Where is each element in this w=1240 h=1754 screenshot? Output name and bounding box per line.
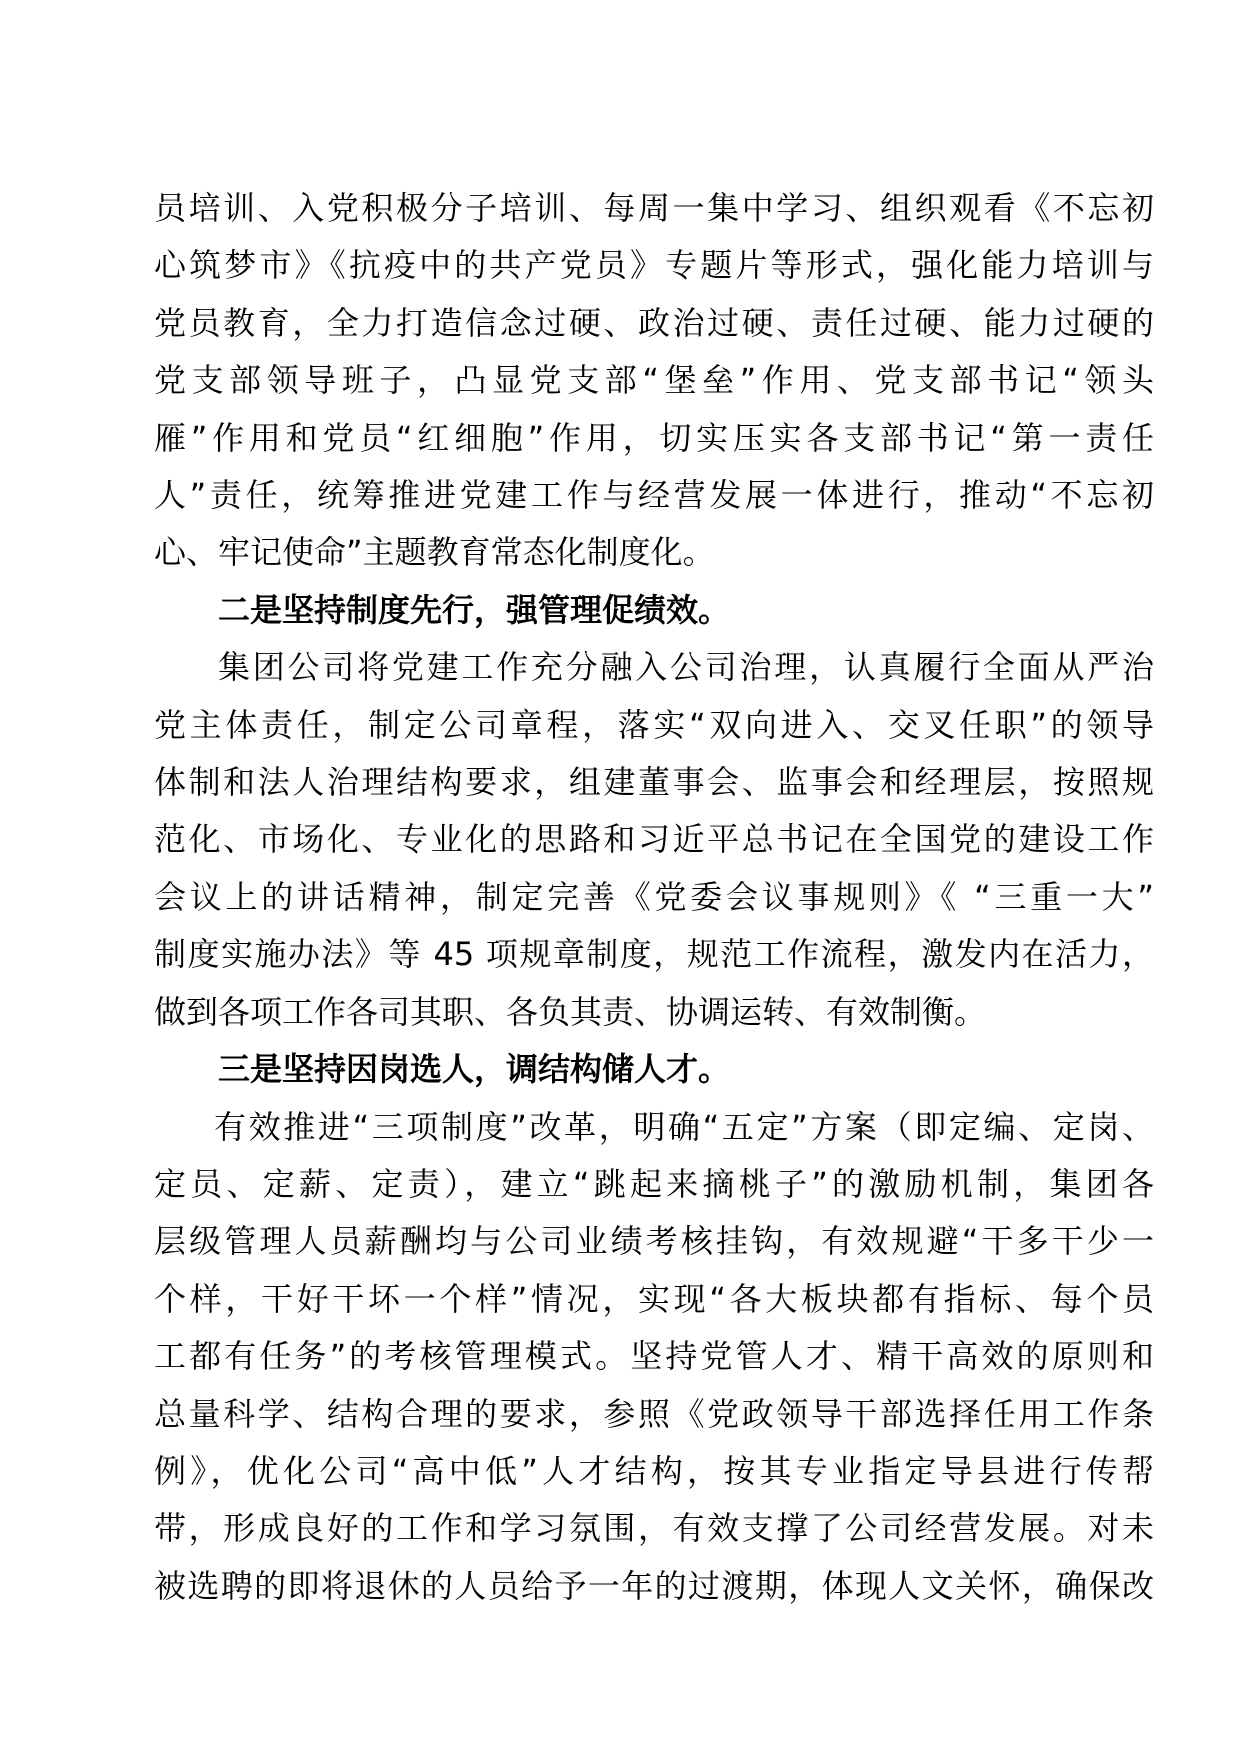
text-line: 做到各项工作各司其职、各负其责、协调运转、有效制衡。 bbox=[154, 992, 987, 1031]
text-line: 范化、市场化、专业化的思路和习近平总书记在全国党的建设工作 bbox=[154, 820, 1154, 859]
document-body bbox=[154, 180, 1154, 1615]
text-line: 定员、定薪、定责），建立“跳起来摘桃子”的激励机制，集团各 bbox=[154, 1164, 1154, 1203]
text-line: 总量科学、结构合理的要求，参照《党政领导干部选择任用工作条 bbox=[154, 1394, 1154, 1433]
text-line: 心、牢记使命”主题教育常态化制度化。 bbox=[154, 533, 715, 572]
text-line: 个样，干好干坏一个样”情况，实现“各大板块都有指标、每个员 bbox=[154, 1279, 1154, 1318]
text-line: 带，形成良好的工作和学习氛围，有效支撑了公司经营发展。对未 bbox=[154, 1509, 1154, 1548]
text-line: 层级管理人员薪酬均与公司业绩考核挂钩，有效规避“干多干少一 bbox=[154, 1222, 1154, 1261]
text-line: 雁”作用和党员“红细胞”作用，切实压实各支部书记“第一责任 bbox=[154, 418, 1154, 457]
text-line: 党主体责任，制定公司章程，落实“双向进入、交叉任职”的领导 bbox=[154, 705, 1154, 744]
text-line: 集团公司将党建工作充分融入公司治理，认真履行全面从严治 bbox=[218, 648, 1154, 687]
text-line: 会议上的讲话精神，制定完善《党委会议事规则》《 “三重一大” bbox=[154, 877, 1154, 916]
paragraph-talent bbox=[154, 1099, 1154, 1616]
text-line: 党员教育，全力打造信念过硬、政治过硬、责任过硬、能力过硬的 bbox=[154, 303, 1154, 342]
text-line: 员培训、入党积极分子培训、每周一集中学习、组织观看《不忘初 bbox=[154, 189, 1154, 227]
text-line: 体制和法人治理结构要求，组建董事会、监事会和经理层，按照规 bbox=[154, 763, 1154, 802]
text-line: 例》，优化公司“高中低”人才结构，按其专业指定导县进行传帮 bbox=[154, 1451, 1154, 1490]
text-line: 被选聘的即将退休的人员给予一年的过渡期，体现人文关怀，确保改 bbox=[154, 1566, 1154, 1605]
text-line: 党支部领导班子，凸显党支部“堡垒”作用、党支部书记“领头 bbox=[154, 361, 1154, 400]
text-line: 心筑梦市》《抗疫中的共产党员》专题片等形式，强化能力培训与 bbox=[154, 246, 1154, 285]
section-heading-talent: 三是坚持因岗选人，调结构储人才。 bbox=[218, 1050, 731, 1089]
paragraph-system bbox=[154, 639, 1154, 1041]
section-heading-system: 二是坚持制度先行，强管理促绩效。 bbox=[218, 590, 731, 629]
text-line: 制度实施办法》等 45 项规章制度，规范工作流程，激发内在活力， bbox=[154, 935, 1154, 974]
text-line: 工都有任务”的考核管理模式。坚持党管人才、精干高效的原则和 bbox=[154, 1337, 1154, 1376]
text-line: 人”责任，统筹推进党建工作与经营发展一体进行，推动“不忘初 bbox=[154, 476, 1154, 515]
text-line: 有效推进“三项制度”改革，明确“五定”方案（即定编、定岗、 bbox=[214, 1107, 1154, 1146]
paragraph-training bbox=[154, 180, 1154, 582]
